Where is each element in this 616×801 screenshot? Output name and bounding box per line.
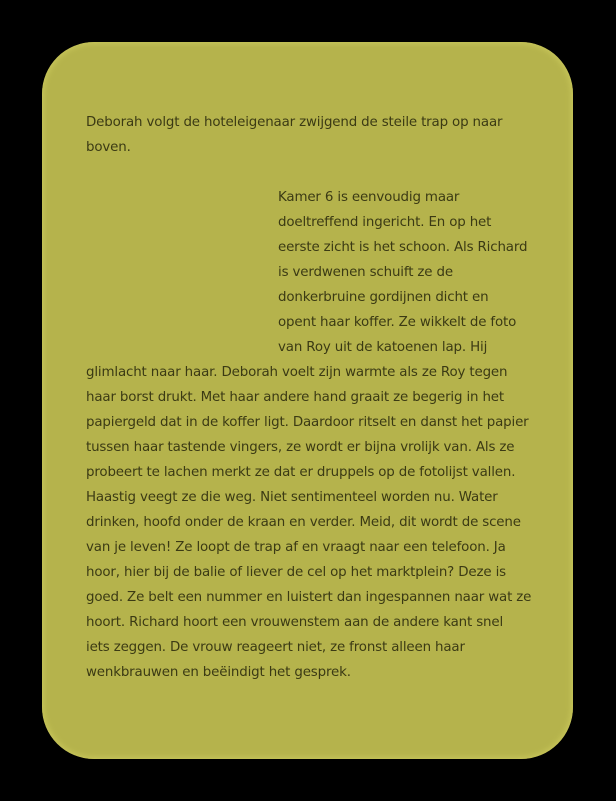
text-line: hoort. Richard hoort een vrouwenstem aan de andere kant snel <box>86 615 504 630</box>
text-line: goed. Ze belt een nummer en luistert dan ingespannen naar wat ze <box>86 590 532 605</box>
text-line: opent haar koffer. Ze wikkelt de foto <box>278 315 517 330</box>
text-line: Haastig veegt ze die weg. Niet sentimenteel worden nu. Water <box>86 490 498 505</box>
text-line: iets zeggen. De vrouw reageert niet, ze fronst alleen haar <box>86 640 465 655</box>
text-line: glimlacht naar haar. Deborah voelt zijn warmte als ze Roy tegen <box>86 365 508 380</box>
text-line: donkerbruine gordijnen dicht en <box>278 290 489 305</box>
text-line: haar borst drukt. Met haar andere hand graait ze begerig in het <box>86 390 504 405</box>
body-paragraph <box>86 360 531 685</box>
indented-text-block <box>278 185 527 360</box>
text-line: eerste zicht is het schoon. Als Richard <box>278 240 528 255</box>
text-line: van Roy uit de katoenen lap. Hij <box>278 340 488 355</box>
text-line: papiergeld dat in de koffer ligt. Daardoor ritselt en danst het papier <box>86 415 529 430</box>
intro-paragraph <box>86 110 502 160</box>
text-line: Deborah volgt de hoteleigenaar zwijgend de steile trap op naar <box>86 115 503 130</box>
text-line: van je leven! Ze loopt de trap af en vraagt naar een telefoon. Ja <box>86 540 506 555</box>
text-line: probeert te lachen merkt ze dat er druppels op de fotolijst vallen. <box>86 465 516 480</box>
text-line: Kamer 6 is eenvoudig maar <box>278 190 460 205</box>
text-line: tussen haar tastende vingers, ze wordt er bijna vrolijk van. Als ze <box>86 440 515 455</box>
text-line: is verdwenen schuift ze de <box>278 265 453 280</box>
text-line: doeltreffend ingericht. En op het <box>278 215 492 230</box>
text-line: boven. <box>86 140 131 155</box>
text-line: wenkbrauwen en beëindigt het gesprek. <box>86 665 351 680</box>
text-line: hoor, hier bij de balie of liever de cel op het marktplein? Deze is <box>86 565 506 580</box>
text-line: drinken, hoofd onder de kraan en verder. Meid, dit wordt de scene <box>86 515 521 530</box>
